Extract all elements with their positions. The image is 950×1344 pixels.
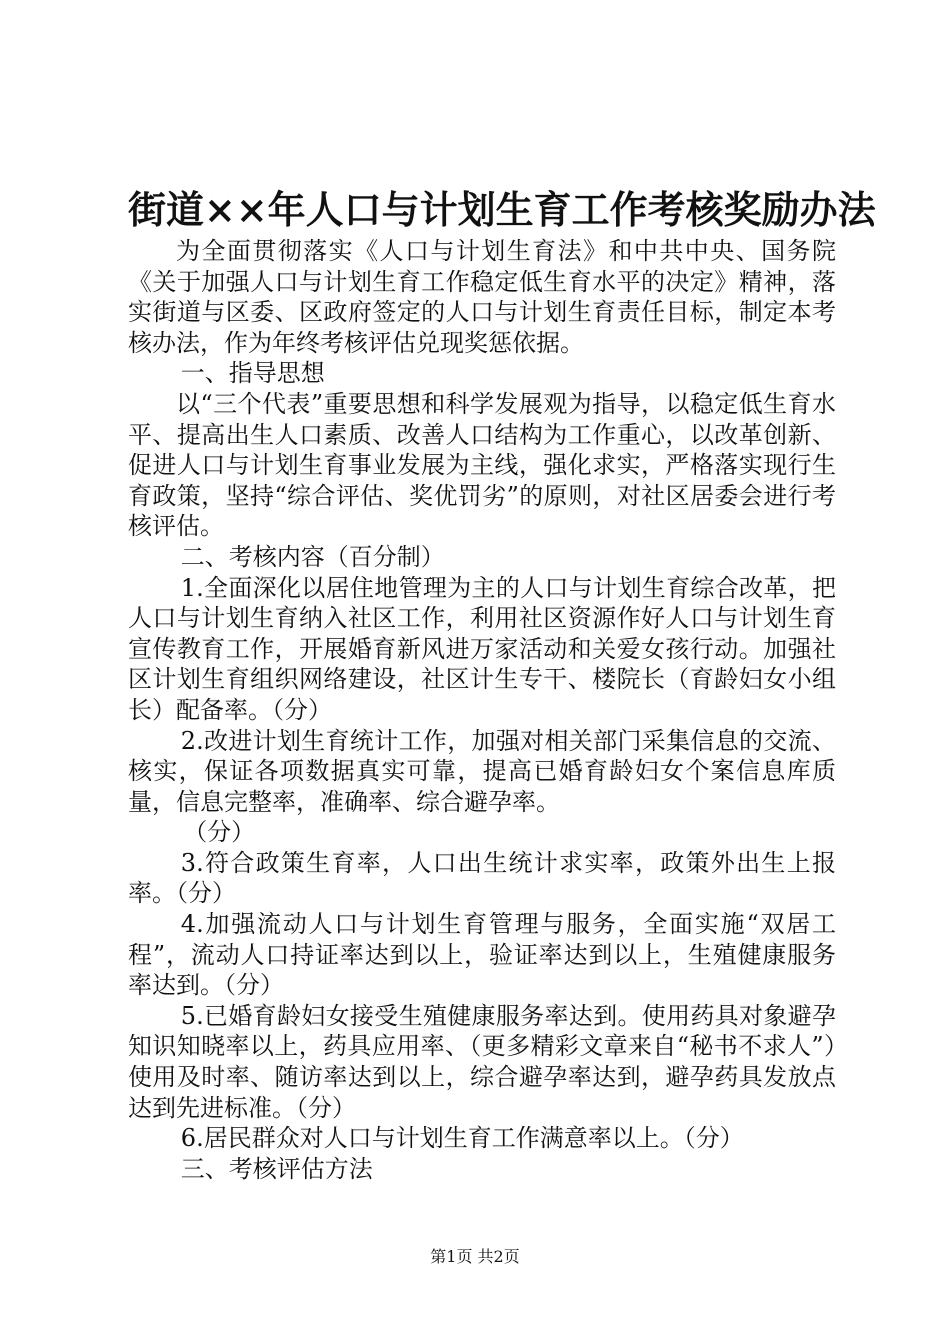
page-footer: 第1页 共2页 bbox=[430, 1247, 520, 1266]
guiding-thought-paragraph: 以“三个代表”重要思想和科学发展观为指导，以稳定低生育水平、提高出生人口素质、改善人口结构为工作重心，以改革创新、促进人口与计划生育事业发展为主线，强化求实，严格落实现行生育政策，坚持“综合评估、奖优罚劣”的原则，对社区居委会进行考核评估。 bbox=[128, 389, 836, 541]
assessment-item-6: 6.居民群众对人口与计划生育工作满意率以上。（分） bbox=[180, 1124, 744, 1153]
intro-paragraph: 为全面贯彻落实《人口与计划生育法》和中共中央、国务院《关于加强人口与计划生育工作稳定低生育水平的决定》精神，落实街道与区委、区政府签定的人口与计划生育责任目标，制定本考核办法，作为年终考核评估兑现奖惩依据。 bbox=[128, 237, 836, 357]
section-heading-guiding-thought: 一、指导思想 bbox=[180, 359, 325, 388]
assessment-item-2-score: （分） bbox=[183, 818, 256, 847]
assessment-item-1: 1.全面深化以居住地管理为主的人口与计划生育综合改革，把人口与计划生育纳入社区工作，利用社区资源作好人口与计划生育宣传教育工作，开展婚育新风进万家活动和关爱女孩行动。加强社区计划生育组织网络建设，社区计生专干、楼院长（育龄妇女小组长）配备率。（分） bbox=[128, 573, 836, 724]
assessment-item-5: 5.已婚育龄妇女接受生殖健康服务率达到。使用药具对象避孕知识知晓率以上，药具应用率、（更多精彩文章来自“秘书不求人”）使用及时率、随访率达到以上，综合避孕率达到，避孕药具发放点达到先进标准。（分） bbox=[128, 1001, 836, 1122]
section-heading-assessment-method: 三、考核评估方法 bbox=[180, 1154, 373, 1183]
assessment-item-4: 4.加强流动人口与计划生育管理与服务，全面实施“双居工程”，流动人口持证率达到以上，验证率达到以上，生殖健康服务率达到。（分） bbox=[128, 910, 836, 1000]
document-body bbox=[128, 236, 836, 1184]
section-heading-assessment-content: 二、考核内容（百分制） bbox=[180, 542, 445, 571]
document-title: 街道××年人口与计划生育工作考核奖励办法 bbox=[128, 187, 876, 232]
assessment-item-3: 3.符合政策生育率，人口出生统计求实率，政策外出生上报率。（分） bbox=[128, 848, 836, 908]
assessment-item-2: 2.改进计划生育统计工作，加强对相关部门采集信息的交流、核实，保证各项数据真实可靠，提高已婚育龄妇女个案信息库质量，信息完整率，准确率、综合避孕率。 bbox=[128, 726, 836, 816]
